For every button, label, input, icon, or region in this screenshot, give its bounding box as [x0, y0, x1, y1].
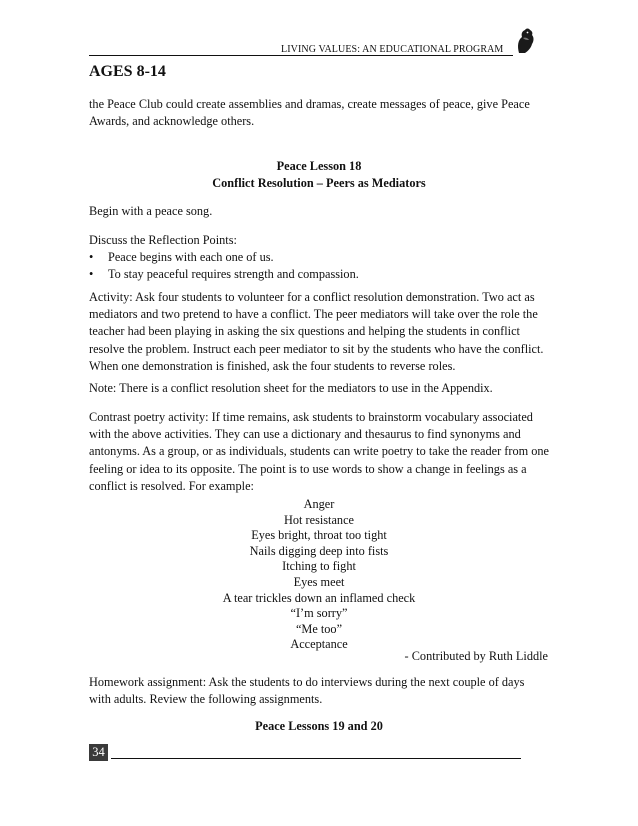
poem-line: Hot resistance [284, 512, 354, 527]
homework-paragraph: Homework assignment: Ask the students to do interviews during the next couple of days with adults. Review the following assignments. [89, 675, 525, 707]
header-rule [89, 55, 279, 56]
reflection-heading: Discuss the Reflection Points: [89, 233, 237, 247]
activity-paragraph: Activity: Ask four students to volunteer for a conflict resolution demonstration. Two act as mediators and two pretend to have a conflict. The peer mediators will take over the role the teacher had been playing in asking the six questions and helping the students in conflict resolve the problem. Instruct each peer mediator to sit by the students who have the conflict. When one demonstration is finished, ask the four students to reverse roles. [89, 290, 544, 373]
poem-line: Acceptance [290, 637, 348, 652]
poem-line: Nails digging deep into fists [249, 543, 389, 558]
bullet-icon: • [89, 250, 94, 265]
poem-line: “I’m sorry” [290, 606, 348, 621]
list-item [89, 249, 549, 266]
reflection-section [89, 232, 549, 284]
page-footer [89, 744, 521, 762]
poem-line: A tear trickles down an inflamed check [222, 590, 416, 605]
poem-line: Anger [303, 497, 335, 511]
footer-rule [111, 758, 521, 759]
header-title-underline [279, 55, 513, 56]
list-item [89, 266, 549, 283]
contrast-paragraph: Contrast poetry activity: If time remains, ask students to brainstorm vocabulary associated with the above activities. They can use a dictionary and thesaurus to find synonyms and antonyms. As a group, or as individuals, students can write poetry to take the reader from one feeling or idea to its opposite. The point is to use words to show a change in feelings as a conflict is resolved. For example: [89, 410, 549, 493]
lesson-subtitle: Conflict Resolution – Peers as Mediators [212, 176, 426, 190]
bullet-icon: • [89, 267, 94, 282]
age-group-heading: AGES 8-14 [89, 63, 166, 80]
page-number: 34 [89, 744, 108, 761]
header-title: LIVING VALUES: AN EDUCATIONAL PROGRAM [281, 44, 504, 55]
poem-line: Eyes bright, throat too tight [251, 528, 387, 543]
next-lessons-heading: Peace Lessons 19 and 20 [255, 719, 383, 733]
lesson-title: Peace Lesson 18 [276, 159, 362, 173]
dove-icon [513, 28, 535, 54]
bullet-text: To stay peaceful requires strength and compassion. [108, 267, 359, 282]
begin-paragraph: Begin with a peace song. [89, 204, 213, 218]
note-paragraph: Note: There is a conflict resolution sheet for the mediators to use in the Appendix. [89, 381, 493, 395]
poem-line: Eyes meet [293, 574, 345, 589]
poem-line: Itching to fight [282, 559, 356, 574]
poem-line: “Me too” [295, 621, 343, 636]
running-header [89, 42, 513, 58]
bullet-text: Peace begins with each one of us. [108, 250, 274, 265]
example-poem [89, 497, 549, 653]
intro-paragraph: the Peace Club could create assemblies and dramas, create messages of peace, give Peace Awards, and acknowledge others. [89, 97, 530, 129]
poem-credit: - Contributed by Ruth Liddle [404, 649, 548, 663]
